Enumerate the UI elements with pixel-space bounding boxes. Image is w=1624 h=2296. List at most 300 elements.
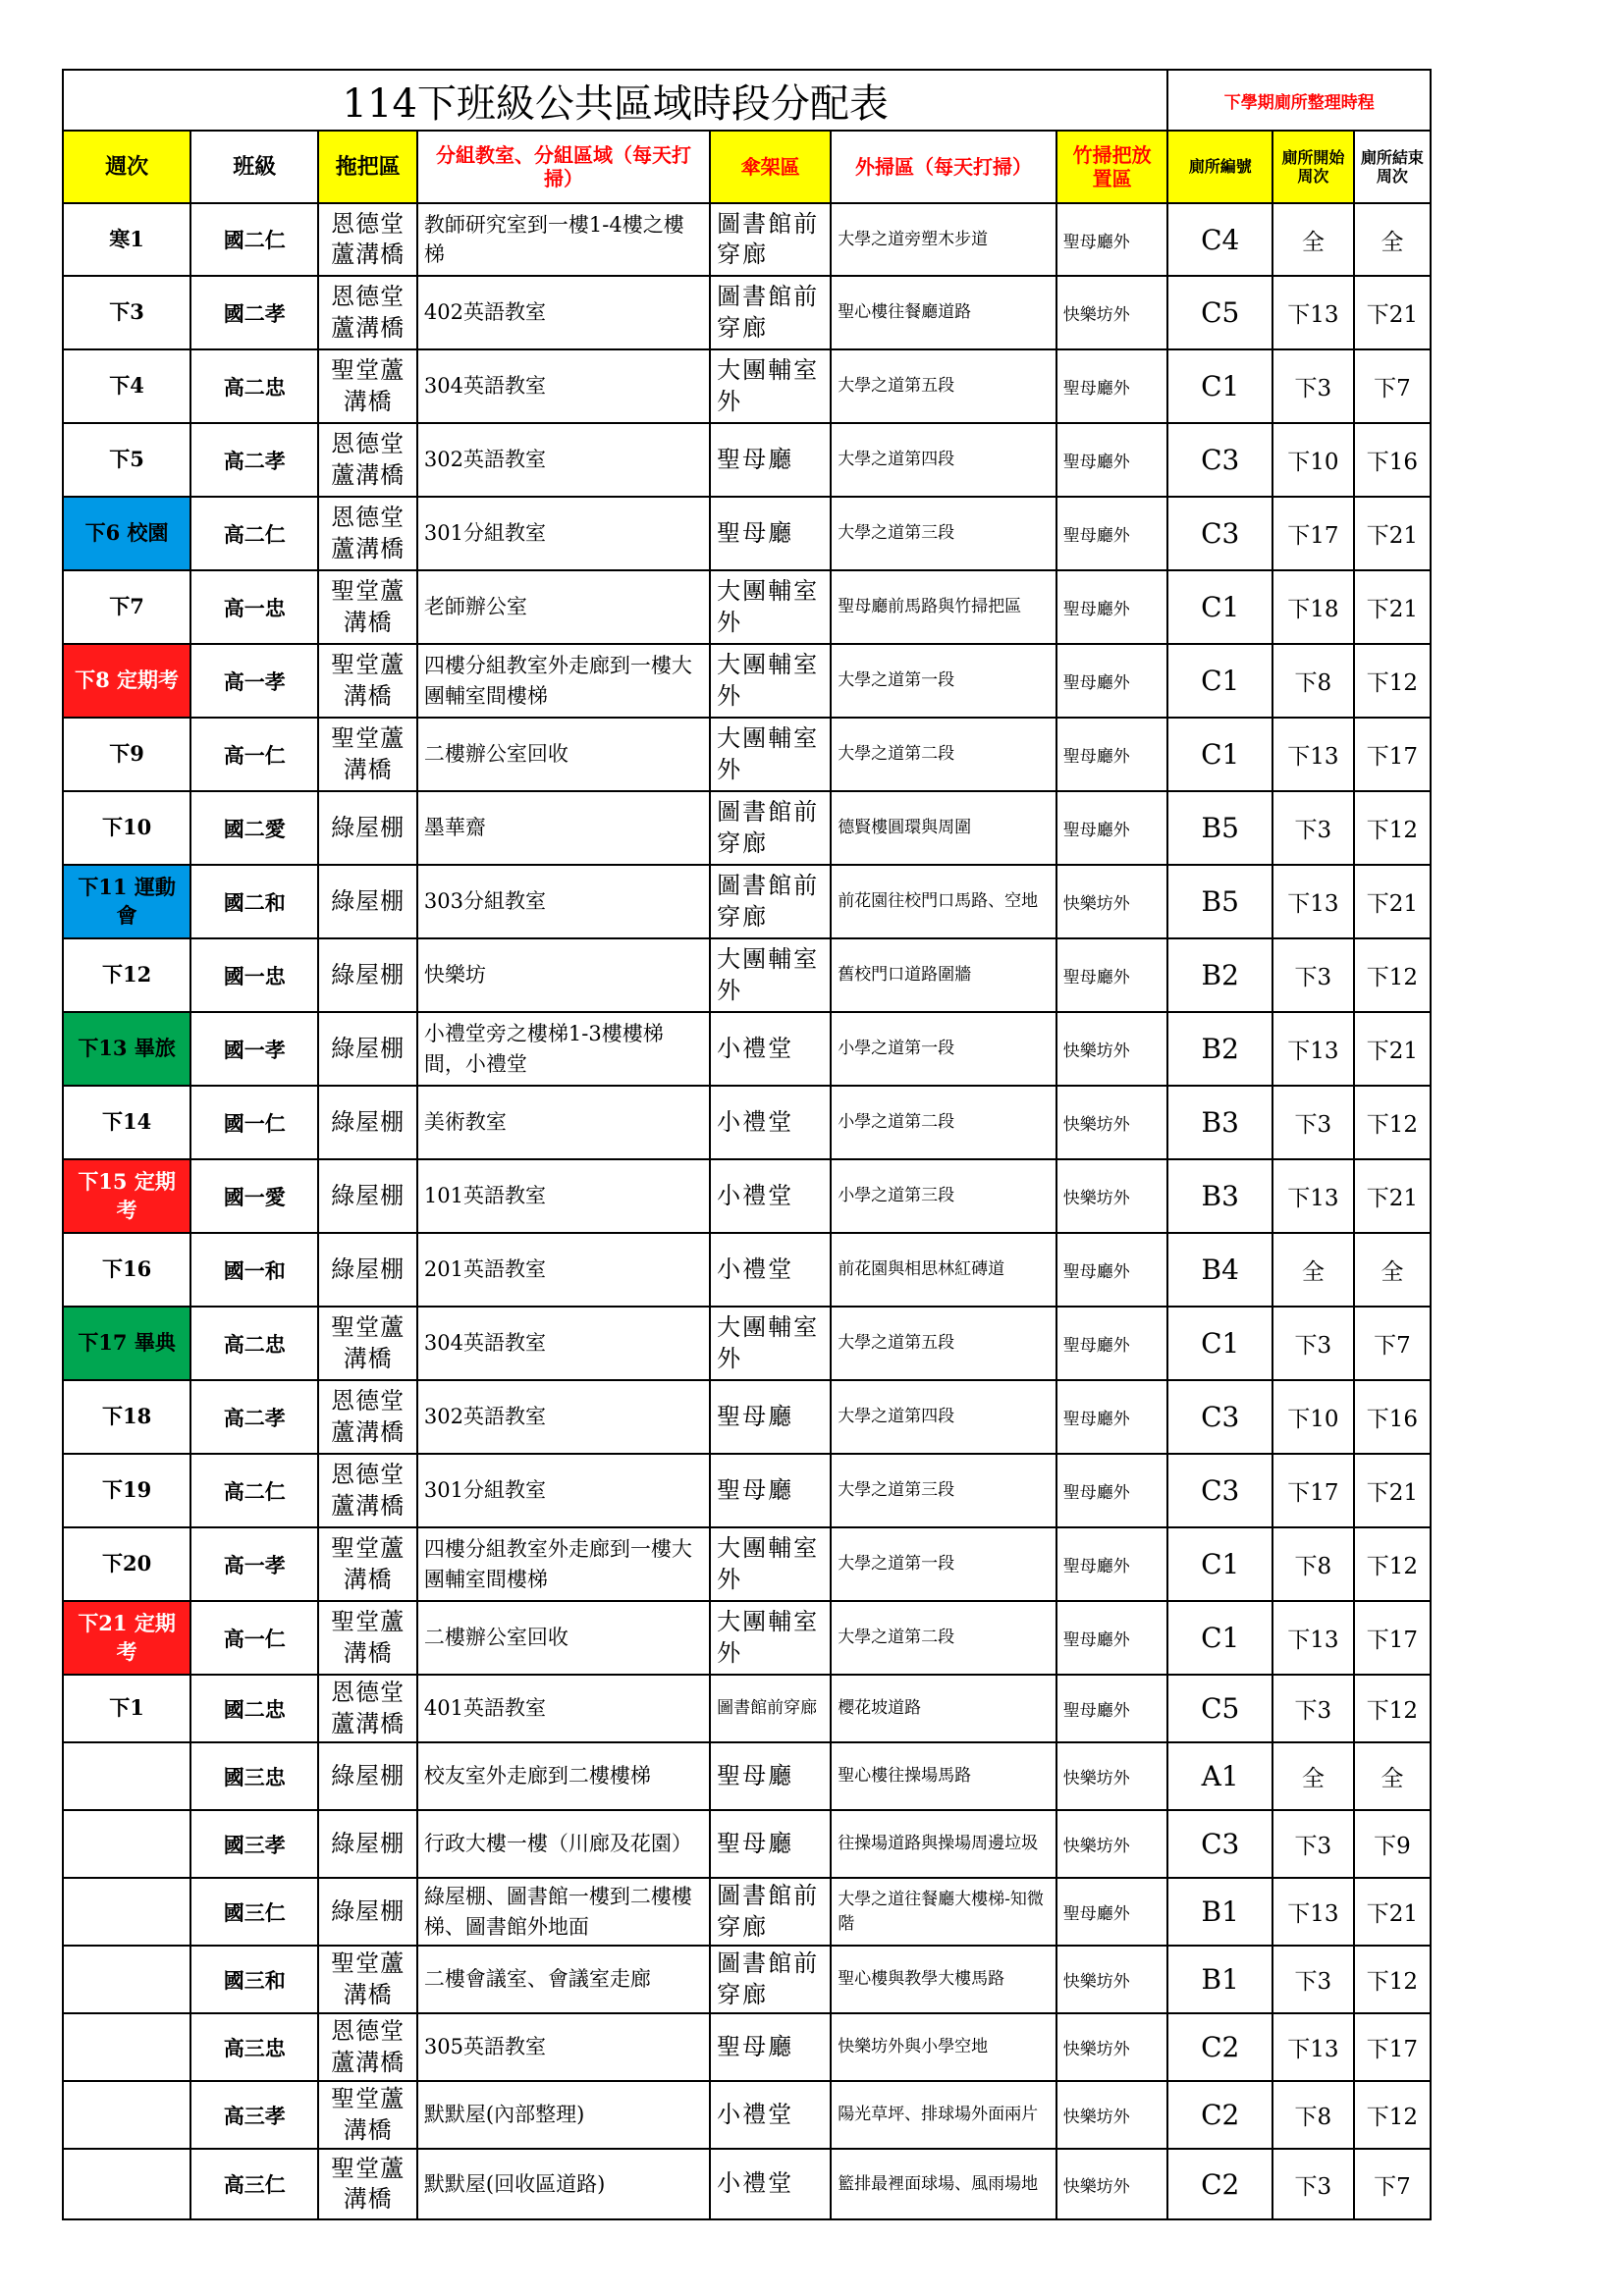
outdoor-area-cell: 聖心樓往餐廳道路 [831, 276, 1056, 349]
class-cell: 國二孝 [190, 276, 318, 349]
table-row [63, 1527, 1431, 1601]
outdoor-area-cell: 大學之道第四段 [831, 423, 1056, 497]
table-row [63, 644, 1431, 718]
class-cell: 高三忠 [190, 2013, 318, 2081]
toilet-end-cell: 下12 [1354, 2081, 1431, 2149]
outdoor-area-cell: 籃排最裡面球場、風雨場地 [831, 2149, 1056, 2219]
classroom-area-cell: 401英語教室 [417, 1675, 710, 1742]
week-cell: 下10 [63, 791, 190, 865]
bamboo-broom-cell: 聖母廳外 [1056, 791, 1168, 865]
mop-area-cell: 恩德堂蘆溝橋 [318, 1675, 417, 1742]
toilet-start-cell: 下13 [1272, 718, 1354, 791]
header-classroom: 分組教室、分組區域（每天打掃） [417, 131, 710, 203]
table-row [63, 276, 1431, 349]
umbrella-area-cell: 大團輔室外 [710, 1601, 831, 1675]
outdoor-area-cell: 德賢樓圓環與周圍 [831, 791, 1056, 865]
classroom-area-cell: 301分組教室 [417, 497, 710, 570]
umbrella-area-cell: 圖書館前穿廊 [710, 1675, 831, 1742]
toilet-end-cell: 全 [1354, 1233, 1431, 1307]
toilet-start-cell: 下13 [1272, 1012, 1354, 1086]
toilet-code-cell: B1 [1167, 1946, 1272, 2013]
bamboo-broom-cell: 聖母廳外 [1056, 718, 1168, 791]
class-cell: 國二和 [190, 865, 318, 938]
umbrella-area-cell: 大團輔室外 [710, 349, 831, 423]
allocation-table [62, 69, 1432, 2220]
toilet-start-cell: 下10 [1272, 1380, 1354, 1454]
toilet-start-cell: 下13 [1272, 276, 1354, 349]
bamboo-broom-cell: 快樂坊外 [1056, 2013, 1168, 2081]
week-cell: 下17 畢典 [63, 1307, 190, 1380]
toilet-end-cell: 下9 [1354, 1810, 1431, 1878]
week-cell: 下4 [63, 349, 190, 423]
umbrella-area-cell: 聖母廳 [710, 1454, 831, 1527]
week-cell: 下9 [63, 718, 190, 791]
toilet-end-cell: 下21 [1354, 865, 1431, 938]
mop-area-cell: 聖堂蘆溝橋 [318, 1946, 417, 2013]
class-cell: 高一仁 [190, 718, 318, 791]
toilet-end-cell: 下12 [1354, 791, 1431, 865]
classroom-area-cell: 二樓辦公室回收 [417, 718, 710, 791]
umbrella-area-cell: 大團輔室外 [710, 938, 831, 1012]
toilet-code-cell: C2 [1167, 2081, 1272, 2149]
toilet-end-cell: 下21 [1354, 1454, 1431, 1527]
class-cell: 高三孝 [190, 2081, 318, 2149]
outdoor-area-cell: 前花園與相思林紅磚道 [831, 1233, 1056, 1307]
toilet-code-cell: B3 [1167, 1086, 1272, 1159]
outdoor-area-cell: 聖心樓與教學大樓馬路 [831, 1946, 1056, 2013]
toilet-start-cell: 下3 [1272, 791, 1354, 865]
toilet-code-cell: C3 [1167, 1454, 1272, 1527]
classroom-area-cell: 快樂坊 [417, 938, 710, 1012]
class-cell: 國三仁 [190, 1878, 318, 1946]
umbrella-area-cell: 小禮堂 [710, 1012, 831, 1086]
classroom-area-cell: 402英語教室 [417, 276, 710, 349]
page-title: 114下班級公共區域時段分配表 [63, 70, 1167, 131]
outdoor-area-cell: 大學之道旁塑木步道 [831, 203, 1056, 276]
table-row [63, 1380, 1431, 1454]
toilet-end-cell: 下12 [1354, 1086, 1431, 1159]
mop-area-cell: 恩德堂蘆溝橋 [318, 203, 417, 276]
week-cell: 下3 [63, 276, 190, 349]
week-cell: 寒1 [63, 203, 190, 276]
toilet-end-cell: 下21 [1354, 497, 1431, 570]
toilet-start-cell: 下3 [1272, 2149, 1354, 2219]
bamboo-broom-cell: 快樂坊外 [1056, 1012, 1168, 1086]
classroom-area-cell: 101英語教室 [417, 1159, 710, 1233]
header-toilet-start: 廁所開始周次 [1272, 131, 1354, 203]
classroom-area-cell: 四樓分組教室外走廊到一樓大團輔室間樓梯 [417, 644, 710, 718]
classroom-area-cell: 默默屋(回收區道路) [417, 2149, 710, 2219]
bamboo-broom-cell: 聖母廳外 [1056, 570, 1168, 644]
mop-area-cell: 聖堂蘆溝橋 [318, 644, 417, 718]
week-cell: 下12 [63, 938, 190, 1012]
classroom-area-cell: 二樓辦公室回收 [417, 1601, 710, 1675]
umbrella-area-cell: 聖母廳 [710, 497, 831, 570]
outdoor-area-cell: 小學之道第三段 [831, 1159, 1056, 1233]
toilet-code-cell: C1 [1167, 570, 1272, 644]
week-cell: 下14 [63, 1086, 190, 1159]
outdoor-area-cell: 聖心樓往操場馬路 [831, 1742, 1056, 1810]
table-row [63, 1675, 1431, 1742]
toilet-code-cell: B2 [1167, 1012, 1272, 1086]
toilet-code-cell: C2 [1167, 2149, 1272, 2219]
toilet-code-cell: C1 [1167, 644, 1272, 718]
umbrella-area-cell: 聖母廳 [710, 2013, 831, 2081]
table-row [63, 938, 1431, 1012]
toilet-code-cell: C5 [1167, 1675, 1272, 1742]
toilet-start-cell: 下13 [1272, 1878, 1354, 1946]
toilet-code-cell: B1 [1167, 1878, 1272, 1946]
bamboo-broom-cell: 快樂坊外 [1056, 2081, 1168, 2149]
classroom-area-cell: 綠屋棚、圖書館一樓到二樓樓梯、圖書館外地面 [417, 1878, 710, 1946]
mop-area-cell: 聖堂蘆溝橋 [318, 349, 417, 423]
toilet-code-cell: C3 [1167, 423, 1272, 497]
table-row [63, 1159, 1431, 1233]
table-row [63, 2081, 1431, 2149]
class-cell: 高三仁 [190, 2149, 318, 2219]
classroom-area-cell: 304英語教室 [417, 1307, 710, 1380]
outdoor-area-cell: 大學之道第二段 [831, 718, 1056, 791]
class-cell: 國一孝 [190, 1012, 318, 1086]
table-row [63, 718, 1431, 791]
class-cell: 國三忠 [190, 1742, 318, 1810]
umbrella-area-cell: 大團輔室外 [710, 1307, 831, 1380]
week-cell: 下15 定期考 [63, 1159, 190, 1233]
bamboo-broom-cell: 聖母廳外 [1056, 1601, 1168, 1675]
umbrella-area-cell: 小禮堂 [710, 1159, 831, 1233]
outdoor-area-cell: 櫻花坡道路 [831, 1675, 1056, 1742]
class-cell: 高二仁 [190, 1454, 318, 1527]
umbrella-area-cell: 聖母廳 [710, 1742, 831, 1810]
week-cell [63, 1810, 190, 1878]
table-row [63, 570, 1431, 644]
toilet-code-cell: C3 [1167, 1810, 1272, 1878]
toilet-start-cell: 下3 [1272, 349, 1354, 423]
week-cell: 下1 [63, 1675, 190, 1742]
week-cell [63, 2013, 190, 2081]
class-cell: 高二仁 [190, 497, 318, 570]
toilet-end-cell: 全 [1354, 1742, 1431, 1810]
mop-area-cell: 聖堂蘆溝橋 [318, 718, 417, 791]
mop-area-cell: 綠屋棚 [318, 1012, 417, 1086]
classroom-area-cell: 301分組教室 [417, 1454, 710, 1527]
mop-area-cell: 綠屋棚 [318, 1233, 417, 1307]
toilet-start-cell: 下13 [1272, 865, 1354, 938]
table-row [63, 1601, 1431, 1675]
mop-area-cell: 恩德堂蘆溝橋 [318, 1454, 417, 1527]
bamboo-broom-cell: 快樂坊外 [1056, 1946, 1168, 2013]
outdoor-area-cell: 大學之道第五段 [831, 349, 1056, 423]
bamboo-broom-cell: 快樂坊外 [1056, 1742, 1168, 1810]
toilet-end-cell: 下12 [1354, 1675, 1431, 1742]
toilet-end-cell: 下17 [1354, 718, 1431, 791]
toilet-end-cell: 下12 [1354, 644, 1431, 718]
header-class: 班級 [190, 131, 318, 203]
outdoor-area-cell: 大學之道第一段 [831, 1527, 1056, 1601]
outdoor-area-cell: 大學之道第三段 [831, 1454, 1056, 1527]
class-cell: 高二忠 [190, 1307, 318, 1380]
week-cell [63, 2149, 190, 2219]
outdoor-area-cell: 大學之道第三段 [831, 497, 1056, 570]
toilet-end-cell: 全 [1354, 203, 1431, 276]
classroom-area-cell: 302英語教室 [417, 423, 710, 497]
toilet-code-cell: C2 [1167, 2013, 1272, 2081]
toilet-start-cell: 下17 [1272, 1454, 1354, 1527]
classroom-area-cell: 默默屋(內部整理) [417, 2081, 710, 2149]
bamboo-broom-cell: 快樂坊外 [1056, 865, 1168, 938]
toilet-start-cell: 全 [1272, 1742, 1354, 1810]
bamboo-broom-cell: 聖母廳外 [1056, 1454, 1168, 1527]
header-row [63, 131, 1431, 203]
mop-area-cell: 綠屋棚 [318, 1742, 417, 1810]
toilet-code-cell: B3 [1167, 1159, 1272, 1233]
toilet-start-cell: 下17 [1272, 497, 1354, 570]
mop-area-cell: 綠屋棚 [318, 865, 417, 938]
toilet-start-cell: 下8 [1272, 2081, 1354, 2149]
umbrella-area-cell: 小禮堂 [710, 2081, 831, 2149]
classroom-area-cell: 老師辦公室 [417, 570, 710, 644]
table-row [63, 1810, 1431, 1878]
toilet-end-cell: 下12 [1354, 938, 1431, 1012]
classroom-area-cell: 四樓分組教室外走廊到一樓大團輔室間樓梯 [417, 1527, 710, 1601]
mop-area-cell: 聖堂蘆溝橋 [318, 2149, 417, 2219]
mop-area-cell: 綠屋棚 [318, 791, 417, 865]
week-cell [63, 1946, 190, 2013]
bamboo-broom-cell: 快樂坊外 [1056, 1810, 1168, 1878]
toilet-start-cell: 下18 [1272, 570, 1354, 644]
bamboo-broom-cell: 聖母廳外 [1056, 349, 1168, 423]
table-row [63, 1742, 1431, 1810]
table-row [63, 1454, 1431, 1527]
outdoor-area-cell: 舊校門口道路圍牆 [831, 938, 1056, 1012]
outdoor-area-cell: 大學之道第四段 [831, 1380, 1056, 1454]
toilet-start-cell: 下13 [1272, 1601, 1354, 1675]
bamboo-broom-cell: 快樂坊外 [1056, 276, 1168, 349]
toilet-code-cell: B4 [1167, 1233, 1272, 1307]
mop-area-cell: 綠屋棚 [318, 1878, 417, 1946]
outdoor-area-cell: 小學之道第二段 [831, 1086, 1056, 1159]
bamboo-broom-cell: 聖母廳外 [1056, 1878, 1168, 1946]
class-cell: 國一忠 [190, 938, 318, 1012]
bamboo-broom-cell: 聖母廳外 [1056, 1307, 1168, 1380]
toilet-end-cell: 下17 [1354, 1601, 1431, 1675]
classroom-area-cell: 305英語教室 [417, 2013, 710, 2081]
outdoor-area-cell: 聖母廳前馬路與竹掃把區 [831, 570, 1056, 644]
header-bamboo: 竹掃把放置區 [1056, 131, 1168, 203]
toilet-start-cell: 下3 [1272, 1946, 1354, 2013]
outdoor-area-cell: 小學之道第一段 [831, 1012, 1056, 1086]
class-cell: 國一和 [190, 1233, 318, 1307]
class-cell: 高一忠 [190, 570, 318, 644]
table-row [63, 1307, 1431, 1380]
header-umbrella: 傘架區 [710, 131, 831, 203]
table-row [63, 791, 1431, 865]
bamboo-broom-cell: 聖母廳外 [1056, 497, 1168, 570]
classroom-area-cell: 美術教室 [417, 1086, 710, 1159]
bamboo-broom-cell: 聖母廳外 [1056, 1527, 1168, 1601]
bamboo-broom-cell: 聖母廳外 [1056, 644, 1168, 718]
week-cell [63, 1878, 190, 1946]
table-row [63, 2149, 1431, 2219]
week-cell [63, 2081, 190, 2149]
table-row [63, 1086, 1431, 1159]
classroom-area-cell: 303分組教室 [417, 865, 710, 938]
bamboo-broom-cell: 聖母廳外 [1056, 1233, 1168, 1307]
week-cell: 下6 校園 [63, 497, 190, 570]
table-row [63, 1012, 1431, 1086]
class-cell: 國一仁 [190, 1086, 318, 1159]
mop-area-cell: 聖堂蘆溝橋 [318, 570, 417, 644]
week-cell: 下8 定期考 [63, 644, 190, 718]
week-cell: 下21 定期考 [63, 1601, 190, 1675]
mop-area-cell: 聖堂蘆溝橋 [318, 2081, 417, 2149]
toilet-end-cell: 下21 [1354, 570, 1431, 644]
umbrella-area-cell: 大團輔室外 [710, 644, 831, 718]
outdoor-area-cell: 大學之道第一段 [831, 644, 1056, 718]
week-cell: 下18 [63, 1380, 190, 1454]
toilet-start-cell: 下3 [1272, 1307, 1354, 1380]
umbrella-area-cell: 大團輔室外 [710, 718, 831, 791]
table-row [63, 497, 1431, 570]
toilet-end-cell: 下21 [1354, 1878, 1431, 1946]
outdoor-area-cell: 大學之道往餐廳大樓梯-知微階 [831, 1878, 1056, 1946]
class-cell: 高一孝 [190, 1527, 318, 1601]
umbrella-area-cell: 聖母廳 [710, 1810, 831, 1878]
toilet-code-cell: C1 [1167, 1601, 1272, 1675]
umbrella-area-cell: 圖書館前穿廊 [710, 791, 831, 865]
bamboo-broom-cell: 聖母廳外 [1056, 203, 1168, 276]
mop-area-cell: 綠屋棚 [318, 1086, 417, 1159]
toilet-start-cell: 全 [1272, 203, 1354, 276]
class-cell: 國三和 [190, 1946, 318, 2013]
week-cell: 下11 運動會 [63, 865, 190, 938]
classroom-area-cell: 304英語教室 [417, 349, 710, 423]
mop-area-cell: 恩德堂蘆溝橋 [318, 423, 417, 497]
bamboo-broom-cell: 快樂坊外 [1056, 1159, 1168, 1233]
umbrella-area-cell: 圖書館前穿廊 [710, 276, 831, 349]
umbrella-area-cell: 小禮堂 [710, 2149, 831, 2219]
table-row [63, 349, 1431, 423]
umbrella-area-cell: 小禮堂 [710, 1233, 831, 1307]
toilet-start-cell: 全 [1272, 1233, 1354, 1307]
bamboo-broom-cell: 聖母廳外 [1056, 1675, 1168, 1742]
mop-area-cell: 聖堂蘆溝橋 [318, 1527, 417, 1601]
class-cell: 國二愛 [190, 791, 318, 865]
week-cell: 下5 [63, 423, 190, 497]
week-cell: 下19 [63, 1454, 190, 1527]
umbrella-area-cell: 大團輔室外 [710, 1527, 831, 1601]
mop-area-cell: 綠屋棚 [318, 1159, 417, 1233]
bamboo-broom-cell: 聖母廳外 [1056, 938, 1168, 1012]
toilet-code-cell: C1 [1167, 1307, 1272, 1380]
mop-area-cell: 聖堂蘆溝橋 [318, 1601, 417, 1675]
week-cell: 下13 畢旅 [63, 1012, 190, 1086]
header-toilet-end: 廁所結束周次 [1354, 131, 1431, 203]
toilet-start-cell: 下8 [1272, 1527, 1354, 1601]
toilet-end-cell: 下21 [1354, 1012, 1431, 1086]
week-cell: 下20 [63, 1527, 190, 1601]
class-cell: 高一孝 [190, 644, 318, 718]
table-row [63, 2013, 1431, 2081]
umbrella-area-cell: 圖書館前穿廊 [710, 203, 831, 276]
class-cell: 高一仁 [190, 1601, 318, 1675]
mop-area-cell: 恩德堂蘆溝橋 [318, 276, 417, 349]
mop-area-cell: 恩德堂蘆溝橋 [318, 1380, 417, 1454]
toilet-code-cell: C5 [1167, 276, 1272, 349]
bamboo-broom-cell: 快樂坊外 [1056, 1086, 1168, 1159]
table-row [63, 1946, 1431, 2013]
class-cell: 高二孝 [190, 423, 318, 497]
mop-area-cell: 恩德堂蘆溝橋 [318, 497, 417, 570]
toilet-code-cell: B5 [1167, 865, 1272, 938]
week-cell [63, 1742, 190, 1810]
class-cell: 國二忠 [190, 1675, 318, 1742]
classroom-area-cell: 302英語教室 [417, 1380, 710, 1454]
umbrella-area-cell: 聖母廳 [710, 423, 831, 497]
toilet-code-cell: B5 [1167, 791, 1272, 865]
class-cell: 高二忠 [190, 349, 318, 423]
mop-area-cell: 綠屋棚 [318, 1810, 417, 1878]
toilet-end-cell: 下7 [1354, 2149, 1431, 2219]
outdoor-area-cell: 快樂坊外與小學空地 [831, 2013, 1056, 2081]
classroom-area-cell: 行政大樓一樓（川廊及花園） [417, 1810, 710, 1878]
class-cell: 國三孝 [190, 1810, 318, 1878]
toilet-start-cell: 下13 [1272, 2013, 1354, 2081]
week-cell: 下7 [63, 570, 190, 644]
toilet-start-cell: 下3 [1272, 1675, 1354, 1742]
table-row [63, 203, 1431, 276]
week-cell: 下16 [63, 1233, 190, 1307]
classroom-area-cell: 201英語教室 [417, 1233, 710, 1307]
toilet-code-cell: A1 [1167, 1742, 1272, 1810]
umbrella-area-cell: 大團輔室外 [710, 570, 831, 644]
header-toilet-code: 廁所編號 [1167, 131, 1272, 203]
toilet-start-cell: 下3 [1272, 938, 1354, 1012]
bamboo-broom-cell: 聖母廳外 [1056, 1380, 1168, 1454]
toilet-end-cell: 下12 [1354, 1946, 1431, 2013]
header-week: 週次 [63, 131, 190, 203]
class-cell: 高二孝 [190, 1380, 318, 1454]
toilet-end-cell: 下16 [1354, 423, 1431, 497]
umbrella-area-cell: 圖書館前穿廊 [710, 1878, 831, 1946]
toilet-end-cell: 下12 [1354, 1527, 1431, 1601]
umbrella-area-cell: 圖書館前穿廊 [710, 1946, 831, 2013]
toilet-end-cell: 下21 [1354, 1159, 1431, 1233]
classroom-area-cell: 墨華齋 [417, 791, 710, 865]
umbrella-area-cell: 聖母廳 [710, 1380, 831, 1454]
toilet-end-cell: 下16 [1354, 1380, 1431, 1454]
toilet-code-cell: C4 [1167, 203, 1272, 276]
classroom-area-cell: 小禮堂旁之樓梯1-3樓樓梯間，小禮堂 [417, 1012, 710, 1086]
outdoor-area-cell: 大學之道第五段 [831, 1307, 1056, 1380]
outdoor-area-cell: 前花園往校門口馬路、空地 [831, 865, 1056, 938]
toilet-code-cell: C3 [1167, 497, 1272, 570]
outdoor-area-cell: 往操場道路與操場周邊垃圾 [831, 1810, 1056, 1878]
toilet-end-cell: 下21 [1354, 276, 1431, 349]
toilet-code-cell: B2 [1167, 938, 1272, 1012]
toilet-code-cell: C1 [1167, 349, 1272, 423]
toilet-start-cell: 下13 [1272, 1159, 1354, 1233]
bamboo-broom-cell: 快樂坊外 [1056, 2149, 1168, 2219]
toilet-start-cell: 下8 [1272, 644, 1354, 718]
toilet-code-cell: C3 [1167, 1380, 1272, 1454]
table-row [63, 1233, 1431, 1307]
toilet-code-cell: C1 [1167, 718, 1272, 791]
umbrella-area-cell: 圖書館前穿廊 [710, 865, 831, 938]
mop-area-cell: 恩德堂蘆溝橋 [318, 2013, 417, 2081]
toilet-start-cell: 下10 [1272, 423, 1354, 497]
class-cell: 國二仁 [190, 203, 318, 276]
